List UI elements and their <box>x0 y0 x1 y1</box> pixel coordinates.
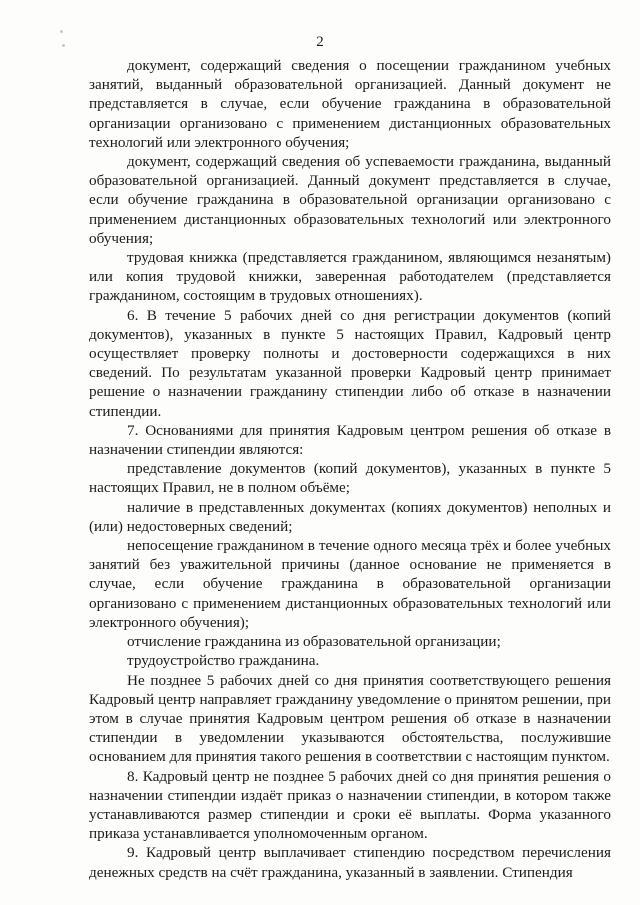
page-number: 2 <box>316 34 324 50</box>
paragraph: отчисление гражданина из образовательной организации; <box>127 633 501 651</box>
paragraph: 8. Кадровый центр не позднее 5 рабочих дней со дня принятия решения о назначении стипендии издаёт приказ о назначении стипендии, в котором также устанавливаются размер стипендии и сроки её выплаты. Форма указанного приказа устанавливается уполномоченным органом. <box>89 767 611 843</box>
paragraph: документ, содержащий сведения об успеваемости гражданина, выданный образовательной организацией. Данный документ представляется в случае, если обучение гражданина в образовательной организации организовано с применением дистанционных образовательных технологий или электронного обучения; <box>89 153 611 247</box>
paragraph: представление документов (копий документов), указанных в пункте 5 настоящих Правил, не в полном объёме; <box>89 460 611 497</box>
paragraph: трудоустройство гражданина. <box>127 652 320 670</box>
paragraph: 6. В течение 5 рабочих дней со дня регистрации документов (копий документов), указанных в пункте 5 настоящих Правил, Кадровый центр осуществляет проверку полноты и достоверности содержащихся в них сведений. По результатам указанной проверки Кадровый центр принимает решение о назначении гражданину стипендии либо об отказе в назначении стипендии. <box>89 306 611 420</box>
paragraph: Не позднее 5 рабочих дней со дня принятия соответствующего решения Кадровый центр направляет гражданину уведомление о принятом решении, при этом в случае принятия Кадровым центром решения об отказе в назначении стипендии в уведомлении указываются обстоятельства, послужившие основанием для принятия такого решения в соответствии с настоящим пунктом. <box>89 671 611 766</box>
paragraph: 7. Основаниями для принятия Кадровым центром решения об отказе в назначении стипендии являются: <box>89 421 611 459</box>
paragraph: непосещение гражданином в течение одного месяца трёх и более учебных занятий без уважительной причины (данное основание не применяется в случае, если обучение гражданина в образовательной организации организовано с применением дистанционных образовательных технологий или электронного обучения); <box>89 537 611 631</box>
scan-speck <box>60 30 63 33</box>
paragraph: 9. Кадровый центр выплачивает стипендию посредством перечисления денежных средств на счёт гражданина, указанный в заявлении. Стипендия <box>89 844 611 881</box>
paragraph: документ, содержащий сведения о посещении гражданином учебных занятий, выданный образовательной организацией. Данный документ не представляется в случае, если обучение гражданина в образовательной организации организовано с применением дистанционных образовательных технологий или электронного обучения; <box>89 57 611 151</box>
paragraph: наличие в представленных документах (копиях документов) неполных и (или) недостоверных сведений; <box>89 498 611 535</box>
paragraph: трудовая книжка (представляется гражданином, являющимся незанятым) или копия трудовой книжки, заверенная работодателем (представляется гражданином, состоящим в трудовых отношениях). <box>89 249 611 305</box>
document-body <box>89 56 611 882</box>
